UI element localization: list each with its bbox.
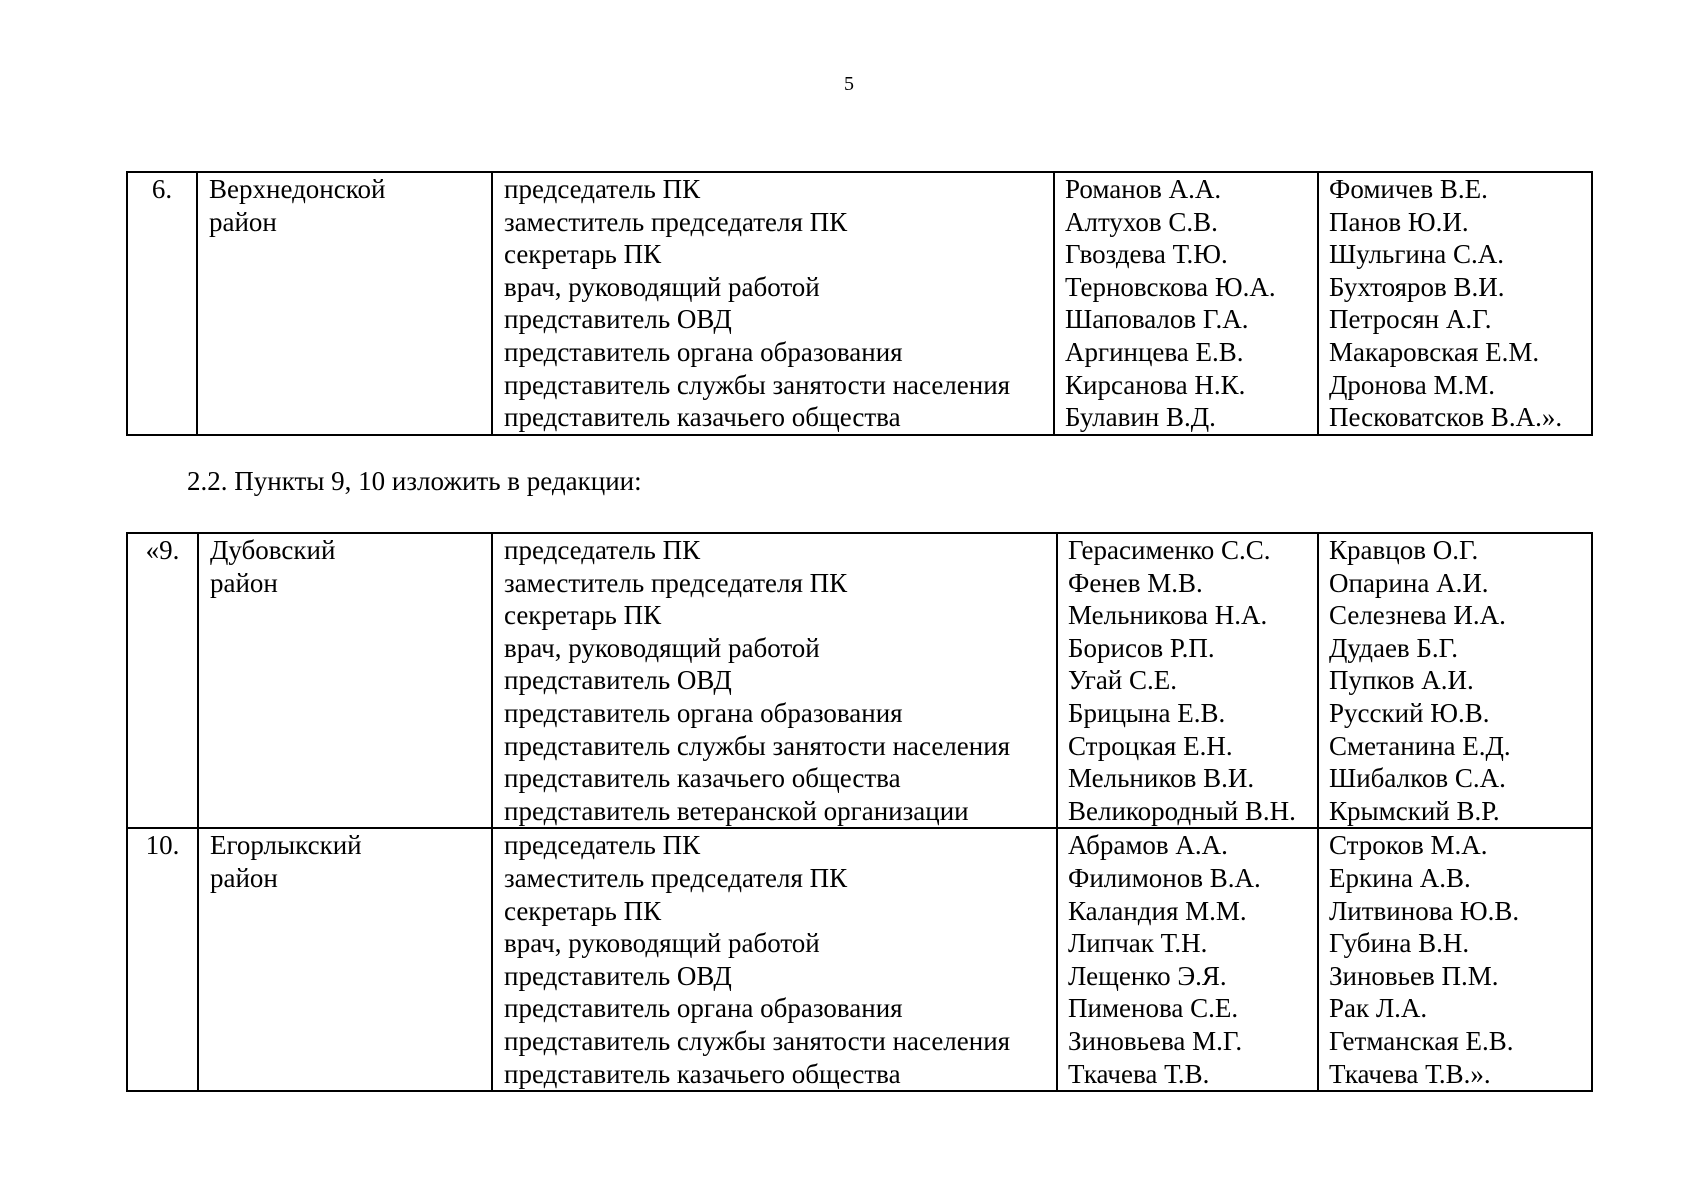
district-line: Егорлыкский [210, 830, 362, 861]
roles-line: представитель казачьего общества [504, 1058, 901, 1089]
members-line: Гвоздева Т.Ю. [1065, 239, 1228, 270]
reserves-cell [1318, 533, 1592, 828]
reserves-line: Песковатсков В.А.». [1329, 402, 1563, 433]
members-line: Романов А.А. [1065, 174, 1222, 204]
reserves-cell [1318, 828, 1592, 1091]
reserves-line: Бухтояров В.И. [1329, 271, 1505, 302]
members-line: Пименова С.Е. [1068, 993, 1239, 1024]
table-row [127, 533, 1592, 828]
reserves-line: Гетманская Е.В. [1329, 1025, 1514, 1056]
roles-line: представитель ветеранской организации [504, 795, 969, 826]
members-line: Мельникова Н.А. [1068, 600, 1268, 631]
roles-line: представитель службы занятости населения [504, 369, 1011, 400]
roles-line: председатель ПК [504, 535, 701, 565]
reserves-line: Еркина А.В. [1329, 862, 1471, 893]
district-cell [198, 533, 492, 828]
members-line: Ткачева Т.В. [1068, 1058, 1210, 1089]
roles-line: представитель органа образования [504, 993, 903, 1024]
members-line: Зиновьева М.Г. [1068, 1025, 1243, 1056]
members-line: Угай С.Е. [1068, 665, 1178, 696]
members-line: Брицына Е.В. [1068, 697, 1226, 728]
roles-line: врач, руководящий работой [504, 632, 820, 663]
roles-cell [492, 828, 1057, 1091]
row-number: «9. [145, 535, 180, 565]
roles-line: представитель службы занятости населения [504, 1025, 1011, 1056]
reserves-line: Сметанина Е.Д. [1329, 730, 1511, 761]
members-line: Абрамов А.А. [1068, 830, 1228, 861]
members-line: Аргинцева Е.В. [1065, 336, 1244, 367]
commission-table-2 [126, 532, 1593, 1092]
reserves-line: Губина В.Н. [1329, 928, 1470, 959]
roles-line: заместитель председателя ПК [504, 862, 848, 893]
roles-line: заместитель председателя ПК [504, 567, 848, 598]
members-line: Лещенко Э.Я. [1068, 960, 1227, 991]
row-number-cell [127, 828, 198, 1091]
members-line: Алтухов С.В. [1065, 206, 1218, 237]
roles-line: представитель ОВД [504, 304, 732, 335]
members-line: Герасименко С.С. [1068, 535, 1271, 565]
reserves-line: Макаровская Е.М. [1329, 336, 1540, 367]
roles-line: секретарь ПК [504, 239, 662, 270]
members-line: Мельников В.И. [1068, 763, 1255, 794]
members-line: Булавин В.Д. [1065, 402, 1216, 433]
district-line: Дубовский [210, 535, 336, 565]
district-line: район [210, 567, 278, 598]
members-line: Липчак Т.Н. [1068, 928, 1208, 959]
roles-line: представитель органа образования [504, 336, 903, 367]
roles-line: врач, руководящий работой [504, 271, 820, 302]
reserves-line: Панов Ю.И. [1329, 206, 1469, 237]
reserves-line: Рак Л.А. [1329, 993, 1428, 1024]
members-line: Терновскова Ю.А. [1065, 271, 1276, 302]
district-line: Верхнедонской [209, 174, 386, 204]
reserves-line: Кравцов О.Г. [1329, 535, 1479, 565]
roles-line: председатель ПК [504, 174, 701, 204]
district-cell [197, 172, 492, 435]
district-line: район [209, 206, 277, 237]
reserves-line: Пупков А.И. [1329, 665, 1474, 696]
reserves-line: Строков М.А. [1329, 830, 1488, 861]
reserves-line: Зиновьев П.М. [1329, 960, 1499, 991]
section-heading: 2.2. Пункты 9, 10 изложить в редакции: [187, 466, 642, 496]
reserves-line: Литвинова Ю.В. [1329, 895, 1520, 926]
reserves-line: Крымский В.Р. [1329, 795, 1500, 826]
table-row [127, 172, 1592, 435]
reserves-cell [1318, 172, 1592, 435]
roles-line: представитель службы занятости населения [504, 730, 1011, 761]
roles-line: представитель казачьего общества [504, 763, 901, 794]
district-line: район [210, 862, 278, 893]
roles-line: представитель казачьего общества [504, 402, 901, 433]
members-line: Кирсанова Н.К. [1065, 369, 1246, 400]
members-line: Каландия М.М. [1068, 895, 1247, 926]
reserves-line: Фомичев В.Е. [1329, 174, 1488, 204]
table-row [127, 828, 1592, 1091]
members-line: Фенев М.В. [1068, 567, 1203, 598]
reserves-line: Шульгина С.А. [1329, 239, 1505, 270]
members-line: Строцкая Е.Н. [1068, 730, 1233, 761]
reserves-line: Опарина А.И. [1329, 567, 1489, 598]
members-cell [1057, 828, 1318, 1091]
roles-line: представитель ОВД [504, 960, 732, 991]
roles-line: заместитель председателя ПК [504, 206, 848, 237]
district-cell [198, 828, 492, 1091]
roles-line: председатель ПК [504, 830, 701, 861]
roles-line: врач, руководящий работой [504, 928, 820, 959]
row-number: 10. [145, 830, 180, 861]
roles-line: представитель ОВД [504, 665, 732, 696]
commission-table-1 [126, 171, 1593, 436]
members-line: Шаповалов Г.А. [1065, 304, 1249, 335]
members-line: Борисов Р.П. [1068, 632, 1215, 663]
reserves-line: Шибалков С.А. [1329, 763, 1506, 794]
roles-cell [492, 172, 1054, 435]
reserves-line: Ткачева Т.В.». [1329, 1058, 1491, 1089]
members-line: Великородный В.Н. [1068, 795, 1296, 826]
reserves-line: Селезнева И.А. [1329, 600, 1506, 631]
members-cell [1054, 172, 1318, 435]
reserves-line: Дронова М.М. [1329, 369, 1496, 400]
row-number-cell [127, 533, 198, 828]
members-cell [1057, 533, 1318, 828]
reserves-line: Дудаев Б.Г. [1329, 632, 1458, 663]
roles-line: секретарь ПК [504, 895, 662, 926]
row-number: 6. [151, 174, 173, 204]
roles-line: представитель органа образования [504, 697, 903, 728]
reserves-line: Петросян А.Г. [1329, 304, 1492, 335]
page-number: 5 [844, 73, 854, 95]
members-line: Филимонов В.А. [1068, 862, 1261, 893]
row-number-cell [127, 172, 197, 435]
roles-line: секретарь ПК [504, 600, 662, 631]
roles-cell [492, 533, 1057, 828]
reserves-line: Русский Ю.В. [1329, 697, 1490, 728]
